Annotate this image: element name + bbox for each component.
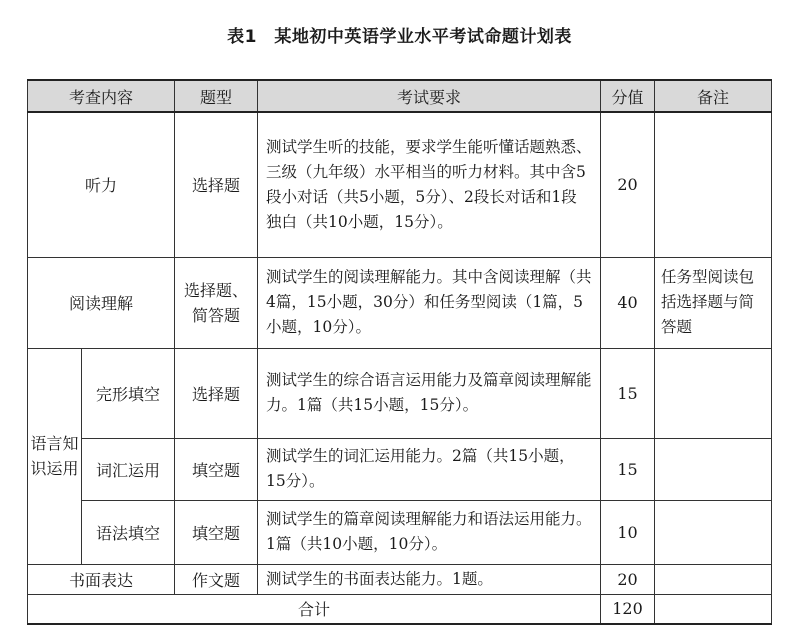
cell-requirement: 测试学生的阅读理解能力。其中含阅读理解（共4篇，15小题，30分）和任务型阅读（1篇，5小题，10分）。: [258, 257, 601, 348]
cell-language-group: 语言知识运用: [28, 348, 82, 564]
header-content: 考查内容: [28, 80, 175, 112]
cell-note: [655, 112, 772, 257]
table-row-total: [28, 594, 772, 624]
table-row-writing: [28, 564, 772, 594]
exam-plan-table: [27, 79, 772, 625]
cell-content: 阅读理解: [28, 257, 175, 348]
cell-type: 选择题: [175, 348, 258, 438]
cell-total-note: [655, 594, 772, 624]
cell-requirement: 测试学生的篇章阅读理解能力和语法运用能力。1篇（共10小题，10分）。: [258, 500, 601, 564]
cell-score: 20: [601, 564, 655, 594]
cell-total-label: 合计: [28, 594, 601, 624]
cell-note: [655, 348, 772, 438]
header-score: 分值: [601, 80, 655, 112]
cell-content: 词汇运用: [82, 438, 175, 500]
cell-score: 20: [601, 112, 655, 257]
table-title: 表1 某地初中英语学业水平考试命题计划表: [227, 27, 572, 47]
header-row: [28, 80, 772, 112]
table-row-vocab: [28, 438, 772, 500]
cell-score: 15: [601, 438, 655, 500]
cell-content: 书面表达: [28, 564, 175, 594]
cell-note: [655, 500, 772, 564]
cell-type: 作文题: [175, 564, 258, 594]
cell-type: 选择题: [175, 112, 258, 257]
cell-requirement: 测试学生的词汇运用能力。2篇（共15小题，15分）。: [258, 438, 601, 500]
table-row-cloze: [28, 348, 772, 438]
table-row-listening: [28, 112, 772, 257]
table-row-grammar: [28, 500, 772, 564]
cell-requirement: 测试学生听的技能，要求学生能听懂话题熟悉、三级（九年级）水平相当的听力材料。其中含5段小对话（共5小题，5分）、2段长对话和1段独白（共10小题，15分）。: [258, 112, 601, 257]
cell-content: 完形填空: [82, 348, 175, 438]
cell-score: 10: [601, 500, 655, 564]
cell-content: 听力: [28, 112, 175, 257]
cell-type: 填空题: [175, 500, 258, 564]
cell-note: [655, 438, 772, 500]
header-note: 备注: [655, 80, 772, 112]
cell-type: 填空题: [175, 438, 258, 500]
cell-requirement: 测试学生的综合语言运用能力及篇章阅读理解能力。1篇（共15小题，15分）。: [258, 348, 601, 438]
cell-note: [655, 564, 772, 594]
cell-score: 40: [601, 257, 655, 348]
cell-requirement: 测试学生的书面表达能力。1题。: [258, 564, 601, 594]
header-requirement: 考试要求: [258, 80, 601, 112]
header-type: 题型: [175, 80, 258, 112]
cell-total-score: 120: [601, 594, 655, 624]
cell-score: 15: [601, 348, 655, 438]
cell-note: 任务型阅读包括选择题与简答题: [655, 257, 772, 348]
cell-content: 语法填空: [82, 500, 175, 564]
table-row-reading: [28, 257, 772, 348]
cell-type: 选择题、简答题: [175, 257, 258, 348]
